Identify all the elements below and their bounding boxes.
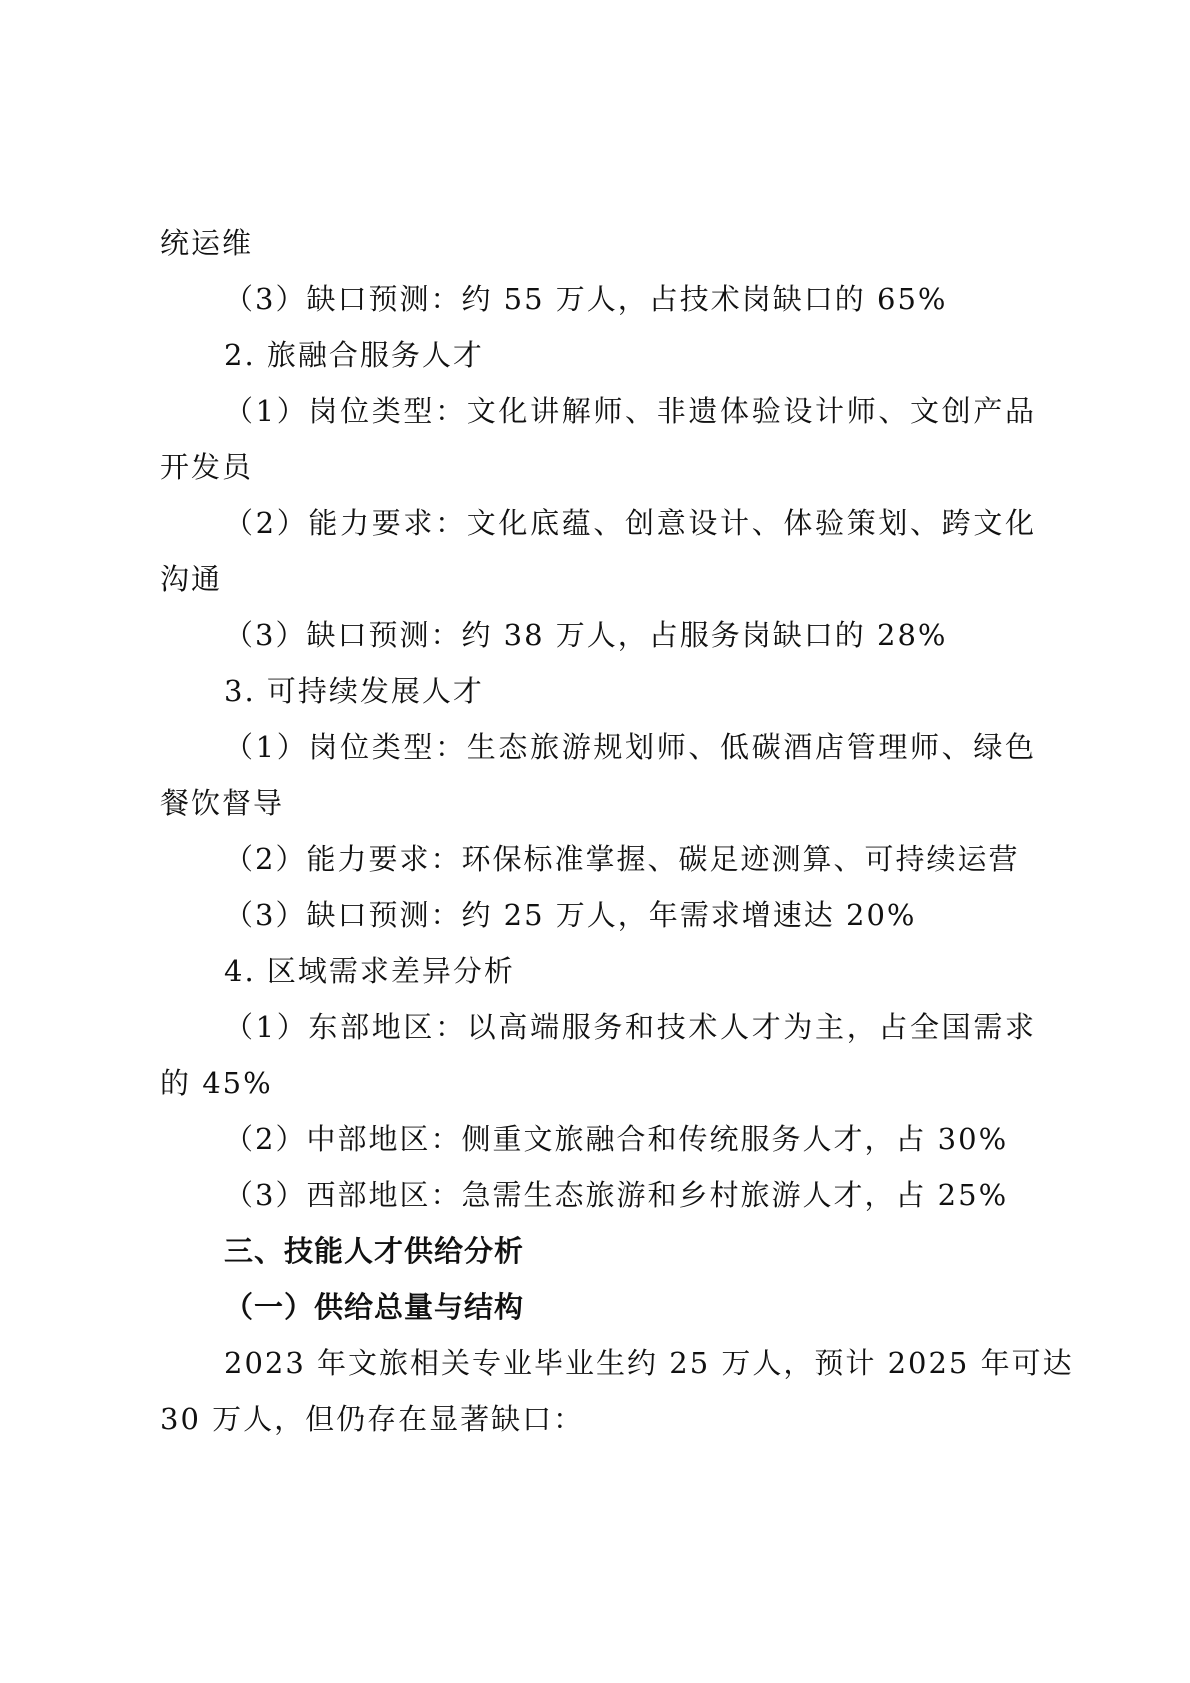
subheading-regional-analysis: 4. 区域需求差异分析 [224,954,515,988]
eastern-region-line-cont: 的 45% [160,1066,273,1100]
gap-forecast-sustainable-line: （3）缺口预测：约 25 万人，年需求增速达 20% [224,898,917,932]
section-heading-supply-analysis: 三、技能人才供给分析 [224,1234,525,1268]
eastern-region-line: （1）东部地区：以高端服务和技术人才为主，占全国需求 [224,1010,1036,1044]
subheading-sustainable-talent: 3. 可持续发展人才 [224,674,484,708]
central-region-line: （2）中部地区：侧重文旅融合和传统服务人才，占 30% [224,1122,1009,1156]
subheading-culture-tourism-talent: 2. 旅融合服务人才 [224,338,484,372]
western-region-line: （3）西部地区：急需生态旅游和乡村旅游人才，占 25% [224,1178,1009,1212]
ability-requirements-sustainable-line: （2）能力要求：环保标准掌握、碳足迹测算、可持续运营 [224,842,1020,876]
job-types-sustainable-line-cont: 餐饮督导 [160,786,285,820]
ability-requirements-line: （2）能力要求：文化底蕴、创意设计、体验策划、跨文化 [224,506,1036,540]
gap-forecast-service-line: （3）缺口预测：约 38 万人，占服务岗缺口的 28% [224,618,948,652]
document-body [160,215,1074,1447]
job-types-line: （1）岗位类型：文化讲解师、非遗体验设计师、文创产品 [224,394,1036,428]
job-types-line-cont: 开发员 [160,450,254,484]
ability-requirements-line-cont: 沟通 [160,562,223,596]
supply-paragraph-line: 2023 年文旅相关专业毕业生约 25 万人，预计 2025 年可达 [224,1346,1074,1380]
paragraph-line: 统运维 [160,226,254,260]
subsection-heading-supply-total: （一）供给总量与结构 [224,1290,525,1324]
job-types-sustainable-line: （1）岗位类型：生态旅游规划师、低碳酒店管理师、绿色 [224,730,1036,764]
supply-paragraph-line-cont: 30 万人，但仍存在显著缺口： [160,1402,585,1436]
gap-forecast-tech-line: （3）缺口预测：约 55 万人，占技术岗缺口的 65% [224,282,948,316]
